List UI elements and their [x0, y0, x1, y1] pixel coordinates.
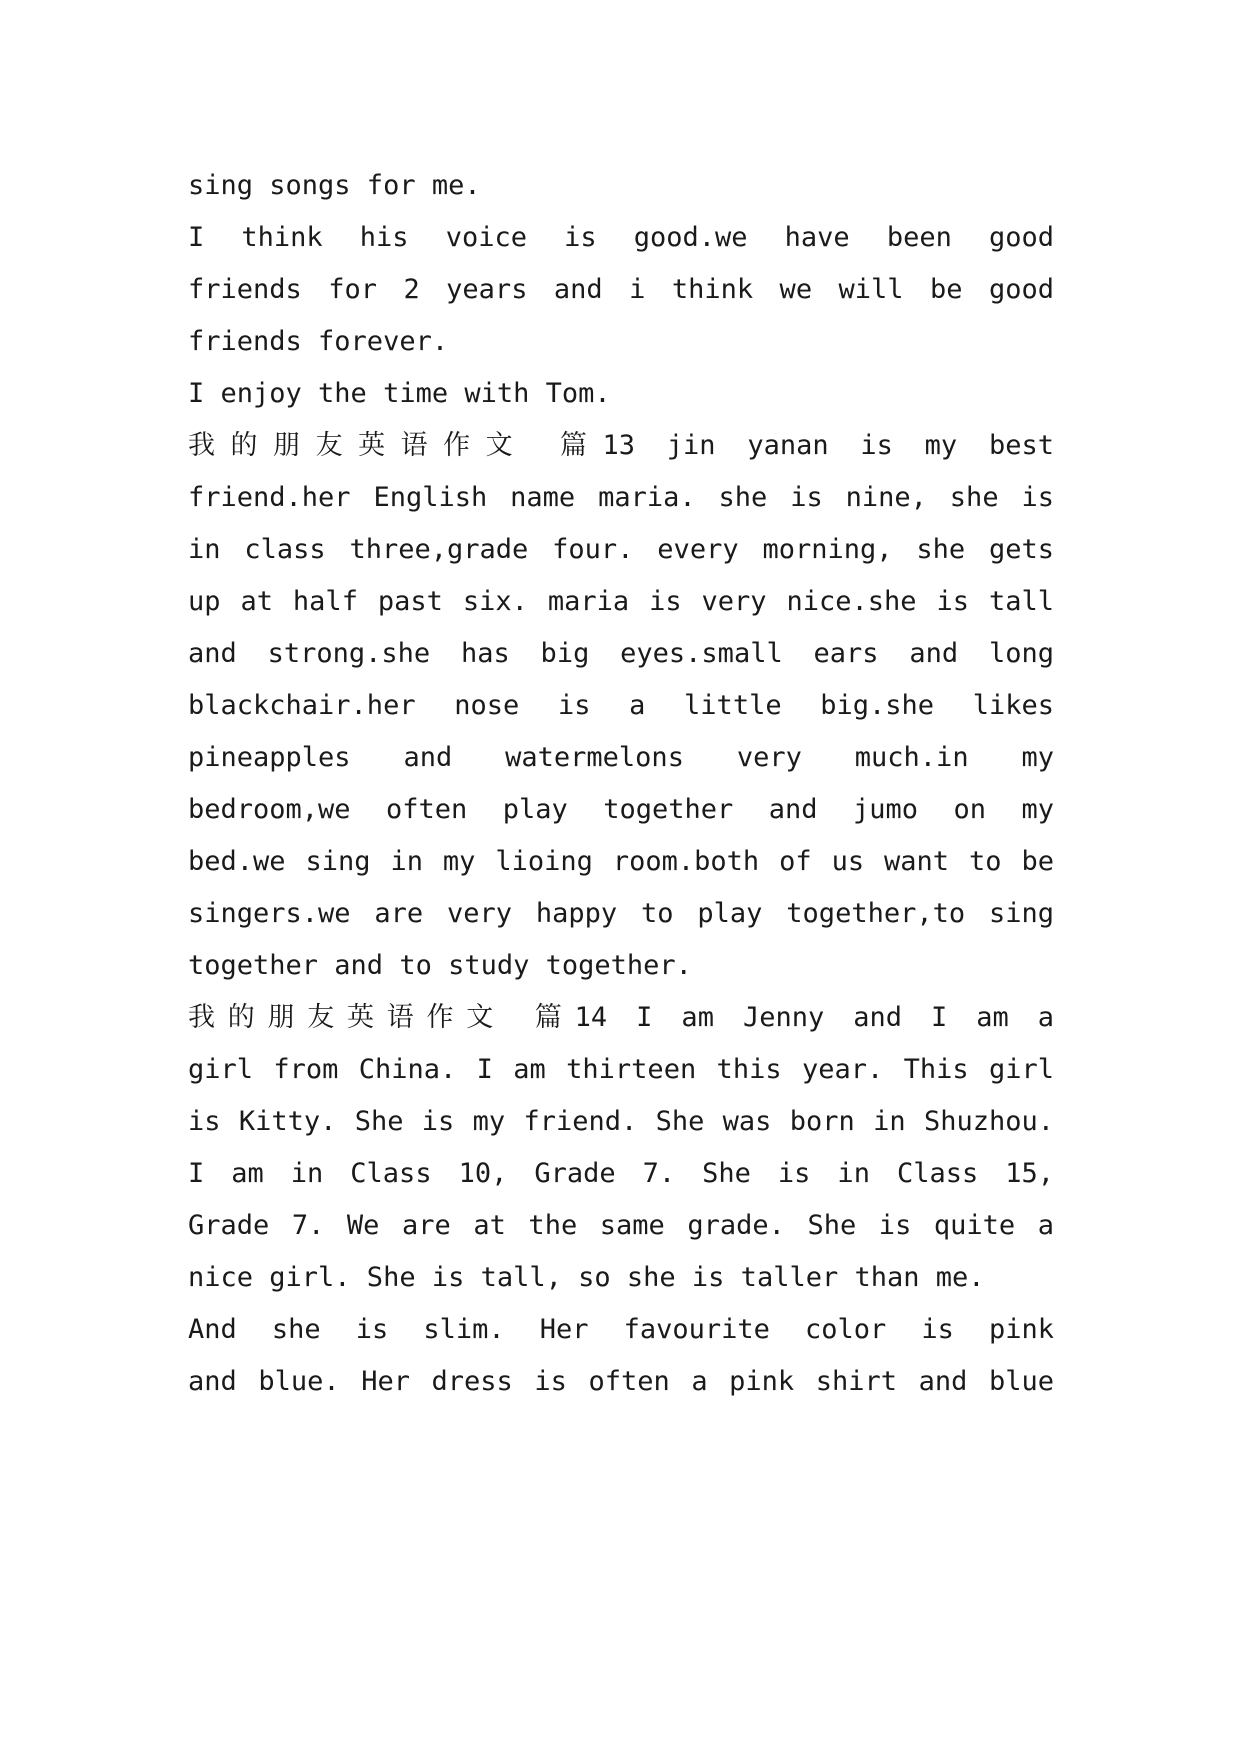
text-line-12: pineapples and watermelons very much.in my: [188, 742, 1054, 773]
text-line-16: together and to study together.: [188, 950, 692, 981]
text-line-17: 我的朋友英语作文 篇14 I am Jenny and I am a: [188, 1002, 1054, 1033]
text-line-15: singers.we are very happy to play together,to sing: [188, 898, 1054, 929]
text-line-4: friends forever.: [188, 326, 449, 357]
text-line-8: in class three,grade four. every morning, she gets: [188, 534, 1054, 565]
text-line-2: I think his voice is good.we have been good: [188, 222, 1054, 253]
text-line-6: 我的朋友英语作文 篇13 jin yanan is my best: [188, 430, 1054, 461]
text-line-20: I am in Class 10, Grade 7. She is in Class 15,: [188, 1158, 1054, 1189]
text-line-11: blackchair.her nose is a little big.she likes: [188, 690, 1054, 721]
text-line-1: sing songs for me.: [188, 170, 481, 201]
text-line-14: bed.we sing in my lioing room.both of us want to be: [188, 846, 1054, 877]
text-line-5: I enjoy the time with Tom.: [188, 378, 611, 409]
text-line-18: girl from China. I am thirteen this year. This girl: [188, 1054, 1054, 1085]
text-line-21: Grade 7. We are at the same grade. She is quite a: [188, 1210, 1054, 1241]
text-line-22: nice girl. She is tall, so she is taller than me.: [188, 1262, 985, 1293]
text-line-9: up at half past six. maria is very nice.she is tall: [188, 586, 1054, 617]
text-line-7: friend.her English name maria. she is nine, she is: [188, 482, 1054, 513]
text-line-13: bedroom,we often play together and jumo on my: [188, 794, 1054, 825]
text-line-3: friends for 2 years and i think we will be good: [188, 274, 1054, 305]
text-line-10: and strong.she has big eyes.small ears and long: [188, 638, 1054, 669]
text-line-24: and blue. Her dress is often a pink shirt and blue: [188, 1366, 1054, 1397]
text-line-19: is Kitty. She is my friend. She was born in Shuzhou.: [188, 1106, 1054, 1137]
text-line-23: And she is slim. Her favourite color is pink: [188, 1314, 1054, 1345]
